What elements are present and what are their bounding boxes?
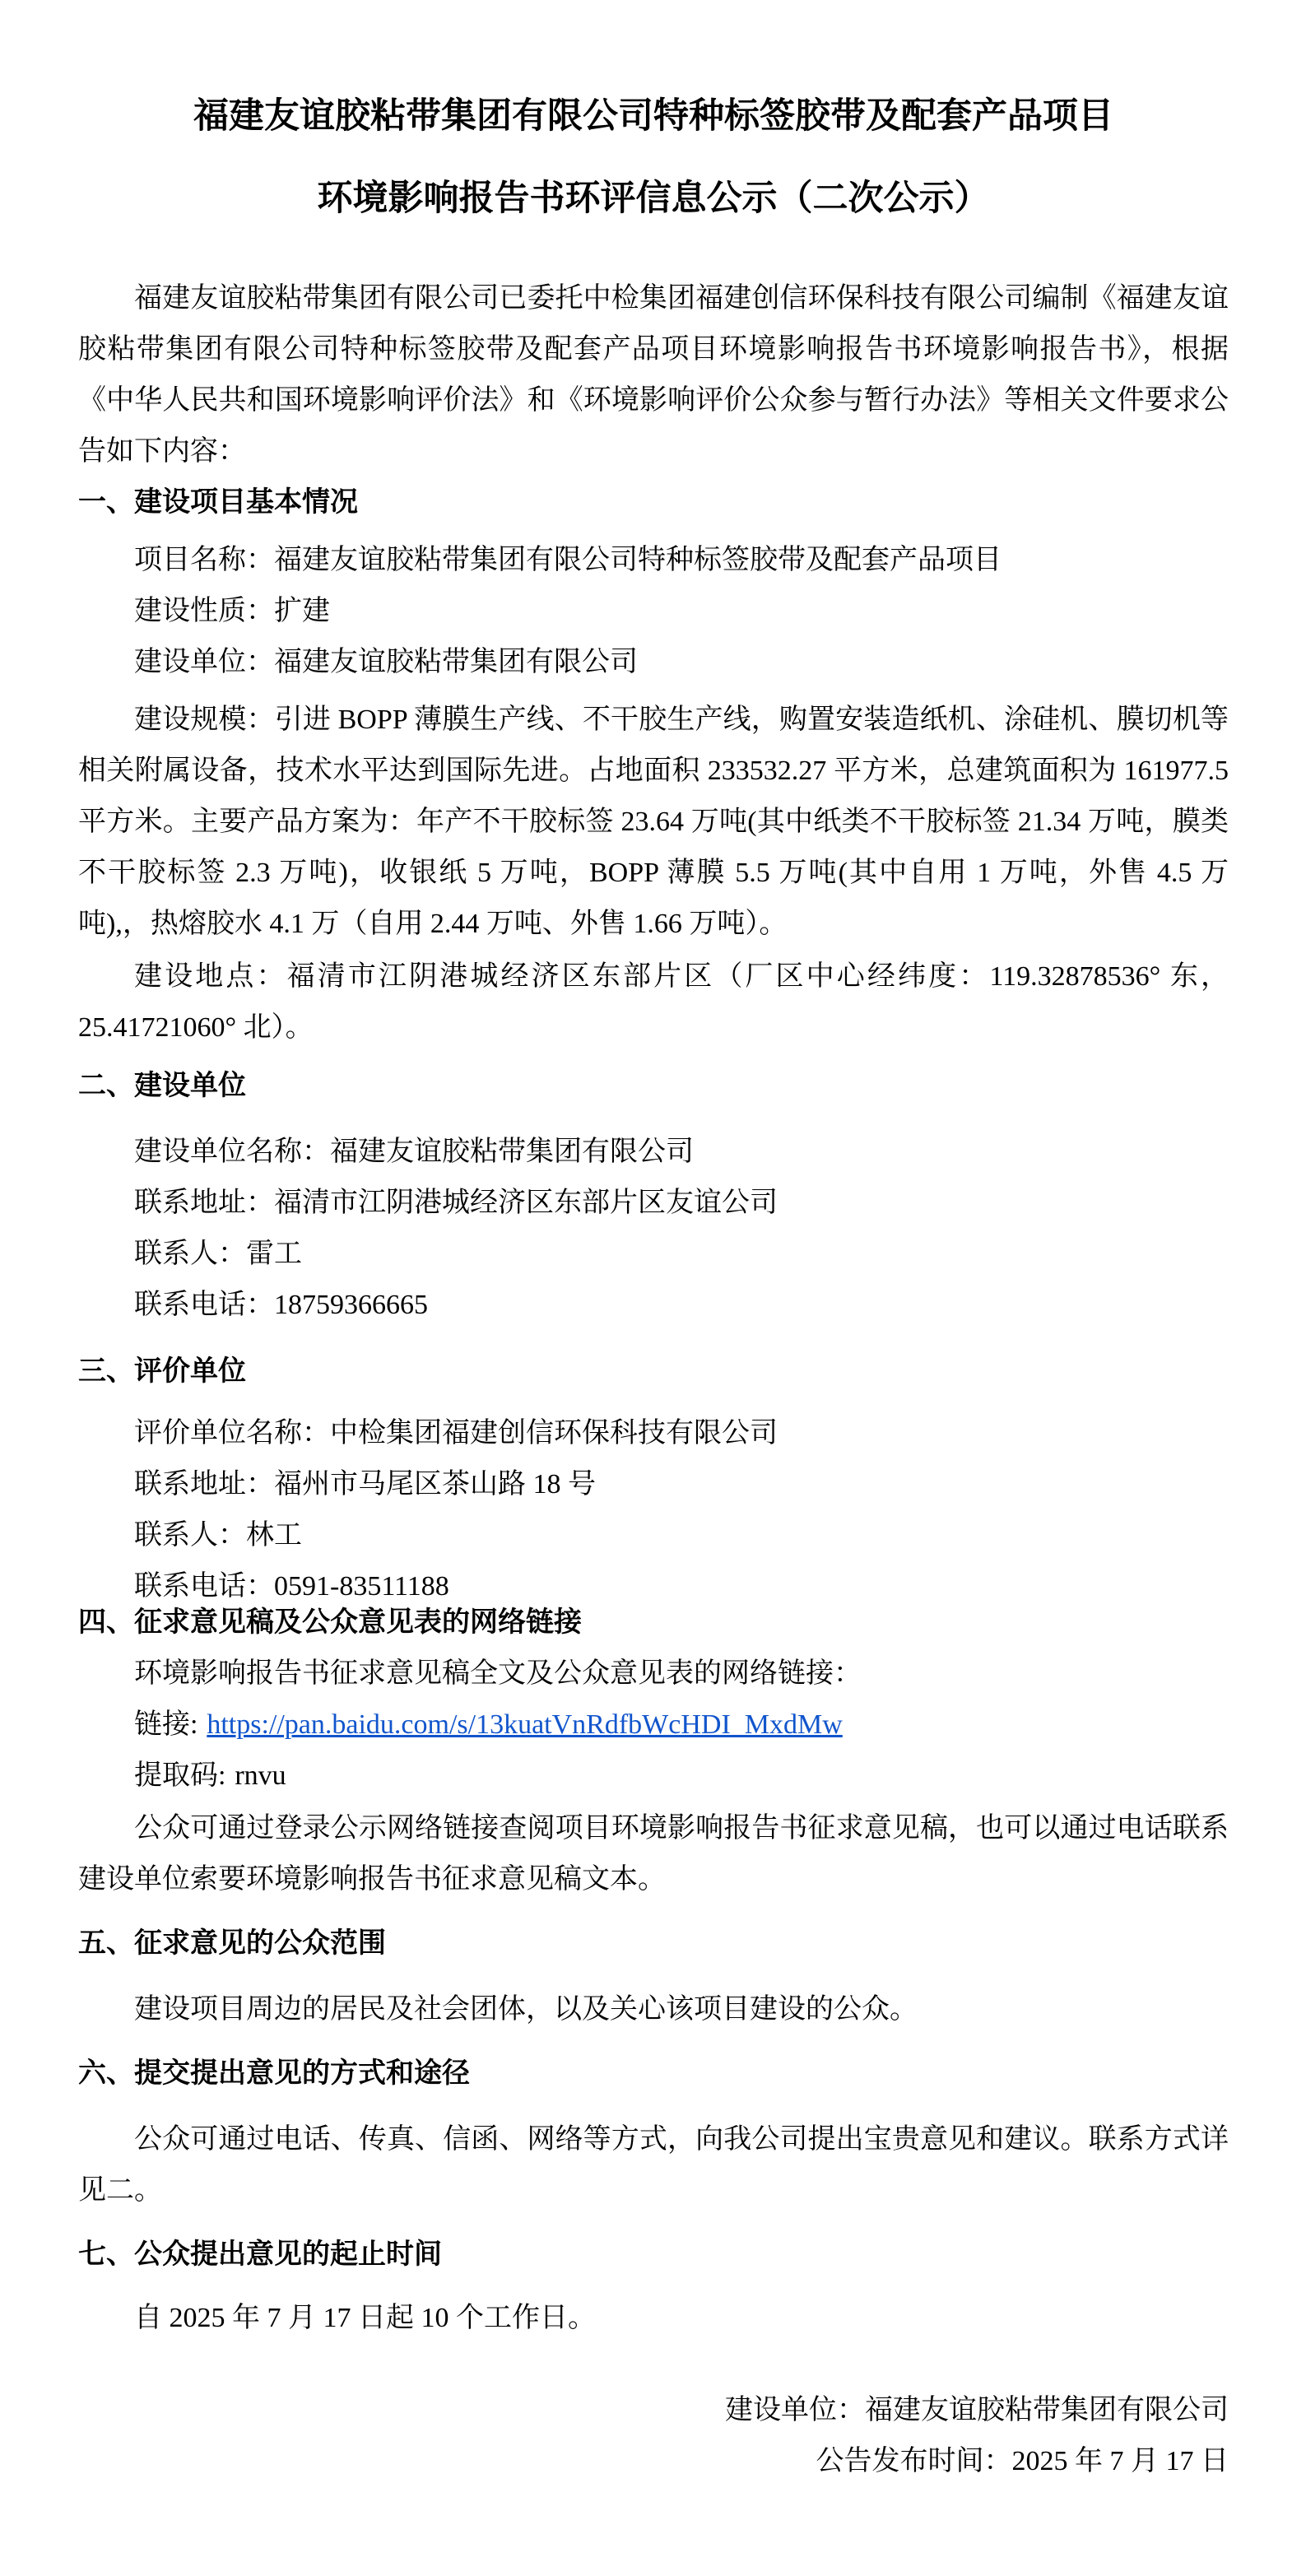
unit-address-line: 联系地址：福清市江阴港城经济区东部片区友谊公司 xyxy=(134,1188,778,1218)
section-5-heading: 五、征求意见的公众范围 xyxy=(78,1928,386,1959)
construction-location-paragraph: 建设地点：福清市江阴港城经济区东部片区（厂区中心经纬度：119.32878536° 东，25.41721060° 北）。 xyxy=(78,961,1229,1043)
extraction-code-line xyxy=(78,1751,1229,1802)
construction-unit-line: 建设单位：福建友谊胶粘带集团有限公司 xyxy=(134,647,638,677)
section-3-heading: 三、评价单位 xyxy=(78,1356,246,1387)
section-7-paragraph: 自 2025 年 7 月 17 日起 10 个工作日。 xyxy=(134,2303,596,2333)
link-line xyxy=(78,1700,1229,1751)
doc-title-line-1: 福建友谊胶粘带集团有限公司特种标签胶带及配套产品项目 xyxy=(193,97,1113,136)
eia-phone-line: 联系电话：0591-83511188 xyxy=(134,1571,449,1602)
eia-address-line: 联系地址：福州市马尾区茶山路 18 号 xyxy=(134,1469,596,1500)
link-intro-line: 环境影响报告书征求意见稿全文及公众意见表的网络链接： xyxy=(134,1658,862,1689)
doc-title-line-2: 环境影响报告书环评信息公示（二次公示） xyxy=(317,179,990,218)
section-1-heading: 一、建设项目基本情况 xyxy=(78,487,358,518)
extraction-code-label: 提取码: xyxy=(134,1760,226,1791)
section-6-paragraph: 公众可通过电话、传真、信函、网络等方式，向我公司提出宝贵意见和建议。联系方式详见二。 xyxy=(78,2124,1229,2206)
construction-nature-line: 建设性质：扩建 xyxy=(134,596,330,626)
project-name-line: 项目名称：福建友谊胶粘带集团有限公司特种标签胶带及配套产品项目 xyxy=(134,545,1002,575)
section-6-heading: 六、提交提出意见的方式和途径 xyxy=(78,2058,470,2089)
section-4-paragraph: 公众可通过登录公示网络链接查阅项目环境影响报告书征求意见稿，也可以通过电话联系建设单位索要环境影响报告书征求意见稿文本。 xyxy=(78,1813,1229,1895)
baidu-pan-link[interactable]: https://pan.baidu.com/s/13kuatVnRdfbWcHDI_MxdMw xyxy=(207,1709,843,1740)
eia-unit-name-line: 评价单位名称：中检集团福建创信环保科技有限公司 xyxy=(134,1418,778,1448)
link-label: 链接: xyxy=(134,1709,198,1740)
intro-paragraph: 福建友谊胶粘带集团有限公司已委托中检集团福建创信环保科技有限公司编制《福建友谊胶粘带集团有限公司特种标签胶带及配套产品项目环境影响报告书环境影响报告书》，根据《中华人民共和国环境影响评价法》和《环境影响评价公众参与暂行办法》等相关文件要求公告如下内容： xyxy=(78,283,1229,467)
footer-construction-unit: 建设单位：福建友谊胶粘带集团有限公司 xyxy=(725,2395,1229,2425)
section-7-heading: 七、公众提出意见的起止时间 xyxy=(78,2239,442,2270)
unit-phone-line: 联系电话：18759366665 xyxy=(134,1290,428,1320)
footer-publish-date: 公告发布时间：2025 年 7 月 17 日 xyxy=(816,2446,1229,2476)
construction-scale-paragraph: 建设规模：引进 BOPP 薄膜生产线、不干胶生产线，购置安装造纸机、涂硅机、膜切机等相关附属设备，技术水平达到国际先进。占地面积 233532.27 平方米，总建筑面积为 161977.5 平方米。主要产品方案为：年产不干胶标签 23.64 万吨(其中纸类不干胶标签 21.34 万吨，膜类不干胶标签 2.3 万吨)，收银纸 5 万吨，BOPP 薄膜 5.5 万吨(其中自用 1 万吨，外售 4.5 万吨),，热熔胶水 4.1 万（自用 2.44 万吨、外售 1.66 万吨）。 xyxy=(78,704,1229,939)
section-5-paragraph: 建设项目周边的居民及社会团体，以及关心该项目建设的公众。 xyxy=(134,1994,918,2025)
section-2-heading: 二、建设单位 xyxy=(78,1071,246,1101)
eia-contact-line: 联系人：林工 xyxy=(134,1520,302,1551)
unit-name-line: 建设单位名称：福建友谊胶粘带集团有限公司 xyxy=(134,1137,694,1167)
section-4-heading: 四、征求意见稿及公众意见表的网络链接 xyxy=(78,1607,582,1638)
extraction-code-value: rnvu xyxy=(235,1760,286,1791)
unit-contact-line: 联系人：雷工 xyxy=(134,1239,302,1269)
